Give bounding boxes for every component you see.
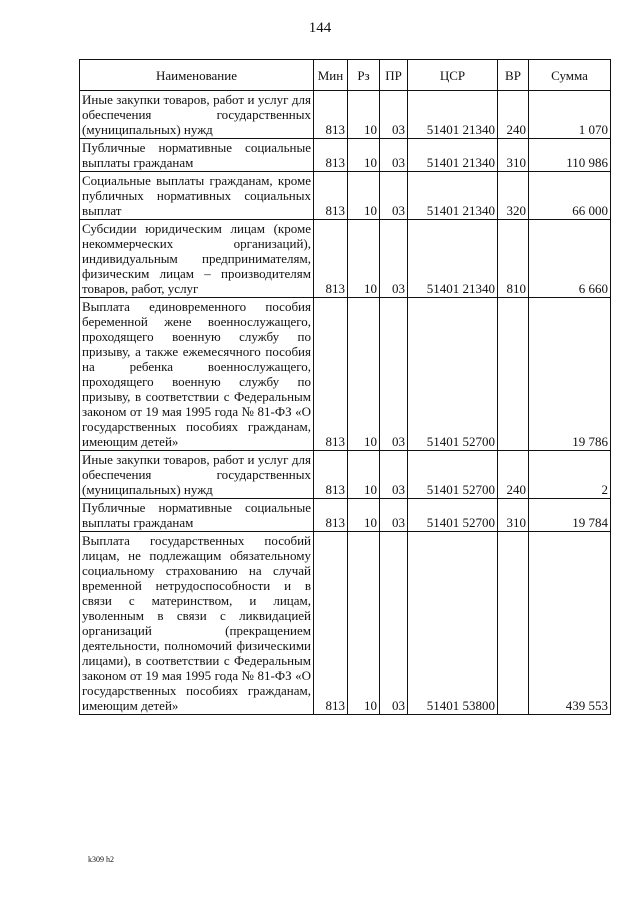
table-row — [80, 172, 611, 220]
cell-name: Иные закупки товаров, работ и услуг для обеспечения государственных (муниципальных) нужд — [80, 91, 314, 139]
cell-min: 813 — [314, 451, 348, 499]
cell-sum: 6 660 — [529, 220, 611, 298]
cell-csr: 51401 21340 — [408, 139, 498, 172]
cell-sum: 66 000 — [529, 172, 611, 220]
header-csr: ЦСР — [408, 60, 498, 91]
cell-csr: 51401 53800 — [408, 532, 498, 715]
cell-rz: 10 — [348, 499, 380, 532]
header-sum: Сумма — [529, 60, 611, 91]
cell-min: 813 — [314, 172, 348, 220]
cell-name: Выплата единовременного пособия беременной жене военнослужащего, проходящего военную службу по призыву, а также ежемесячного пособия на ребенка военнослужащего, проходящего военную службу по призыву, в соответствии с Федеральным законом от 19 мая 1995 года № 81-ФЗ «О государственных пособиях гражданам, имеющим детей» — [80, 298, 314, 451]
cell-min: 813 — [314, 298, 348, 451]
budget-table — [79, 59, 611, 715]
cell-name: Публичные нормативные социальные выплаты гражданам — [80, 499, 314, 532]
cell-rz: 10 — [348, 451, 380, 499]
table-row — [80, 298, 611, 451]
cell-rz: 10 — [348, 532, 380, 715]
cell-vr: 310 — [498, 499, 529, 532]
cell-sum: 439 553 — [529, 532, 611, 715]
cell-pr: 03 — [380, 91, 408, 139]
cell-name: Публичные нормативные социальные выплаты гражданам — [80, 139, 314, 172]
table-row — [80, 220, 611, 298]
cell-csr: 51401 52700 — [408, 499, 498, 532]
cell-vr: 240 — [498, 451, 529, 499]
table-row — [80, 532, 611, 715]
cell-min: 813 — [314, 220, 348, 298]
cell-rz: 10 — [348, 220, 380, 298]
cell-pr: 03 — [380, 451, 408, 499]
cell-vr: 320 — [498, 172, 529, 220]
cell-pr: 03 — [380, 220, 408, 298]
cell-name: Выплата государственных пособий лицам, не подлежащим обязательному социальному страхованию на случай временной нетрудоспособности и в связи с материнством, и лицам, уволенным в связи с ликвидацией организаций (прекращением деятельности, полномочий физическими лицами), в соответствии с Федеральным законом от 19 мая 1995 года № 81-ФЗ «О государственных пособиях гражданам, имеющим детей» — [80, 532, 314, 715]
cell-min: 813 — [314, 499, 348, 532]
cell-name: Иные закупки товаров, работ и услуг для обеспечения государственных (муниципальных) нужд — [80, 451, 314, 499]
cell-csr: 51401 52700 — [408, 451, 498, 499]
cell-sum: 1 070 — [529, 91, 611, 139]
table-row — [80, 499, 611, 532]
cell-vr: 810 — [498, 220, 529, 298]
cell-csr: 51401 21340 — [408, 91, 498, 139]
cell-pr: 03 — [380, 499, 408, 532]
cell-min: 813 — [314, 139, 348, 172]
cell-pr: 03 — [380, 298, 408, 451]
table-header-row — [80, 60, 611, 91]
header-name: Наименование — [80, 60, 314, 91]
cell-vr — [498, 532, 529, 715]
cell-pr: 03 — [380, 139, 408, 172]
cell-csr: 51401 21340 — [408, 172, 498, 220]
cell-csr: 51401 52700 — [408, 298, 498, 451]
cell-name: Субсидии юридическим лицам (кроме некоммерческих организаций), индивидуальным предпринимателям, физическим лицам – производителям товаров, работ, услуг — [80, 220, 314, 298]
cell-rz: 10 — [348, 298, 380, 451]
cell-csr: 51401 21340 — [408, 220, 498, 298]
footer-code: k309 h2 — [88, 855, 114, 864]
cell-sum: 2 — [529, 451, 611, 499]
table-row — [80, 139, 611, 172]
header-pr: ПР — [380, 60, 408, 91]
cell-vr — [498, 298, 529, 451]
table-row — [80, 451, 611, 499]
cell-min: 813 — [314, 91, 348, 139]
header-min: Мин — [314, 60, 348, 91]
cell-sum: 19 786 — [529, 298, 611, 451]
cell-rz: 10 — [348, 172, 380, 220]
header-rz: Рз — [348, 60, 380, 91]
cell-name: Социальные выплаты гражданам, кроме публичных нормативных социальных выплат — [80, 172, 314, 220]
cell-rz: 10 — [348, 91, 380, 139]
table-row — [80, 91, 611, 139]
cell-sum: 110 986 — [529, 139, 611, 172]
cell-sum: 19 784 — [529, 499, 611, 532]
cell-pr: 03 — [380, 172, 408, 220]
cell-min: 813 — [314, 532, 348, 715]
cell-vr: 310 — [498, 139, 529, 172]
page-number: 144 — [308, 20, 332, 36]
cell-pr: 03 — [380, 532, 408, 715]
cell-vr: 240 — [498, 91, 529, 139]
cell-rz: 10 — [348, 139, 380, 172]
header-vr: ВР — [498, 60, 529, 91]
